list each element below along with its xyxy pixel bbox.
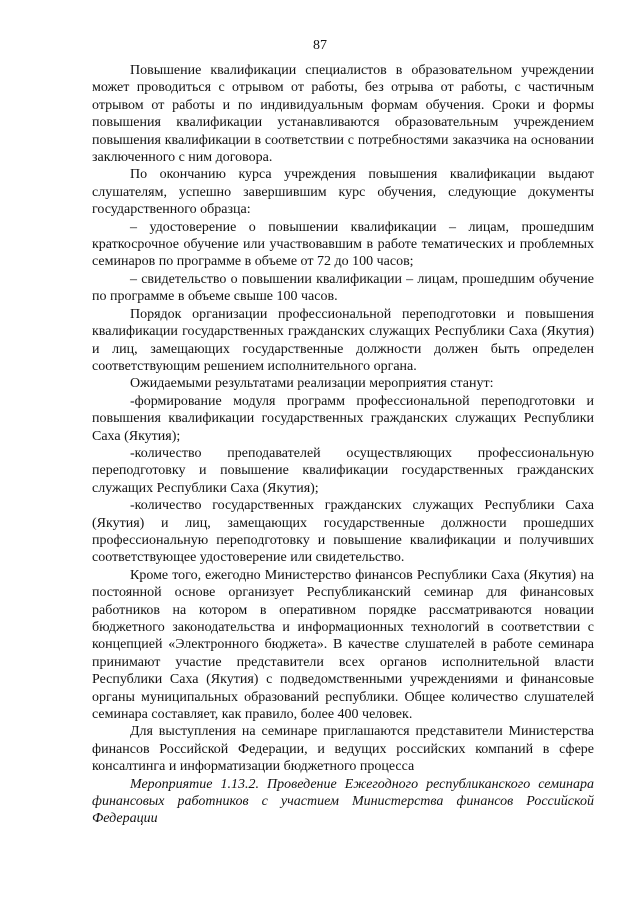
paragraph: Для выступления на семинаре приглашаются представители Министерства финансов Российской Федерации, и ведущих российских компаний в сфере консалтинга и информатизации бюджетного процесса <box>92 724 594 775</box>
paragraph: По окончанию курса учреждения повышения квалификации выдают слушателям, успешно завершившим курс обучения, следующие документы государственного образца: <box>92 167 594 218</box>
page-number: 87 <box>313 38 327 53</box>
paragraph: – свидетельство о повышении квалификации – лицам, прошедшим обучение по программе в объеме свыше 100 часов. <box>92 271 594 305</box>
paragraph: Порядок организации профессиональной переподготовки и повышения квалификации государственных гражданских служащих Республики Саха (Якутия) и лиц, замещающих государственные должности должен быть определен соответствующим решением исполнительного органа. <box>92 306 594 374</box>
paragraph: Ожидаемыми результатами реализации мероприятия станут: <box>130 376 494 392</box>
paragraph: -количество преподавателей осуществляющих профессиональную переподготовку и повышение квалификации государственных гражданских служащих Республики Саха (Якутия); <box>92 445 594 496</box>
body-text <box>92 62 594 828</box>
paragraph: – удостоверение о повышении квалификации – лицам, прошедшим краткосрочное обучение или участвовавшим в работе тематических и проблемных семинаров по программе в объеме от 72 до 100 часов; <box>92 219 594 270</box>
paragraph: -формирование модуля программ профессиональной переподготовки и повышения квалификации государственных гражданских служащих Республики Саха (Якутия); <box>92 393 594 444</box>
paragraph: Повышение квалификации специалистов в образовательном учреждении может проводиться с отрывом от работы, без отрыва от работы, с частичным отрывом от работы и по индивидуальным формам обучения. Сроки и формы повышения квалификации устанавливаются образовательным учреждением повышения квалификации в соответствии с потребностями заказчика на основании заключенного с ним договора. <box>92 63 594 166</box>
paragraph: -количество государственных гражданских служащих Республики Саха (Якутия) и лиц, замещающих государственные должности прошедших профессиональную переподготовку и повышение квалификации и получивших соответствующее удостоверение или свидетельство. <box>92 498 594 566</box>
measure-heading: Мероприятие 1.13.2. Проведение Ежегодного республиканского семинара финансовых работников с участием Министерства финансов Российской Федерации <box>92 776 594 827</box>
paragraph: Кроме того, ежегодно Министерство финансов Республики Саха (Якутия) на постоянной основе организует Республиканский семинар для финансовых работников на котором в оперативном порядке рассматриваются новации бюджетного законодательства и информационных технологий в соответствии с концепцией «Электронного бюджета». В качестве слушателей в работе семинара принимают участие представители всех органов исполнительной власти Республики Саха (Якутия) с подведомственными учреждениями и финансовые органы муниципальных образований республики. Общее количество слушателей семинара составляет, как правило, более 400 человек. <box>92 567 594 723</box>
